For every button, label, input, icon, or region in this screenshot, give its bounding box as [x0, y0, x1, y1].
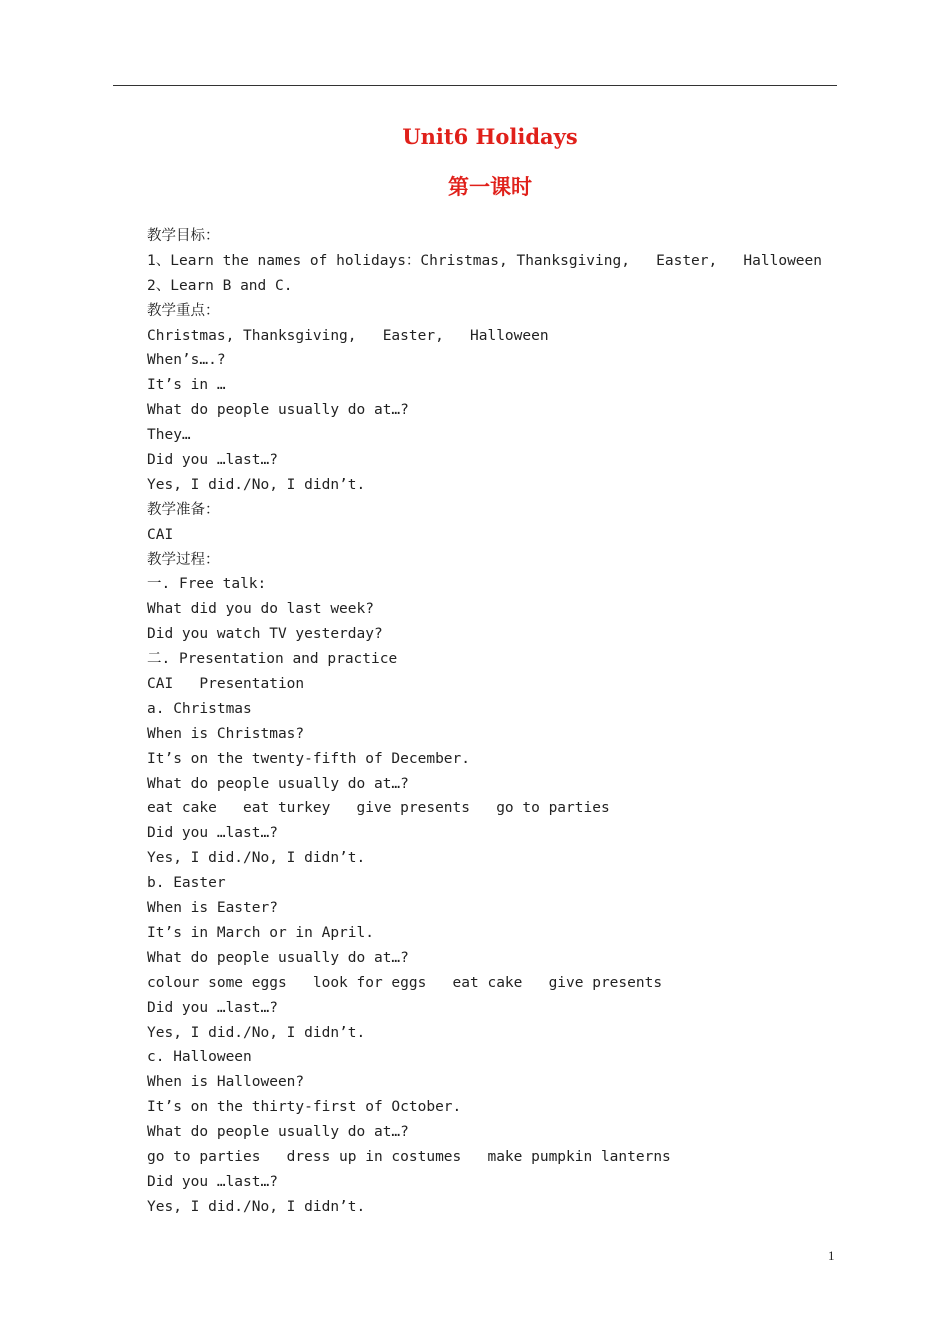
document-title: Unit6 Holidays: [402, 124, 578, 149]
text-line: When is Halloween?: [147, 1074, 305, 1091]
text-line: c. Halloween: [147, 1049, 252, 1066]
text-line: 教学准备：: [147, 501, 220, 518]
text-line: Christmas, Thanksgiving, Easter, Halloween: [147, 327, 549, 344]
text-line: colour some eggs look for eggs eat cake give presents: [147, 974, 663, 991]
text-line: What did you do last week?: [147, 601, 374, 618]
text-line: It’s on the twenty-fifth of December.: [147, 750, 471, 767]
text-line: It’s in …: [147, 377, 226, 394]
text-line: It’s on the thirty-first of October.: [147, 1099, 462, 1116]
text-line: Did you watch TV yesterday?: [147, 626, 383, 643]
text-line: What do people usually do at…?: [147, 402, 409, 419]
text-line: Yes, I did./No, I didn’t.: [147, 850, 366, 867]
text-line: 一. Free talk:: [147, 576, 267, 593]
text-line: 教学目标：: [147, 228, 220, 244]
text-line: 教学过程：: [147, 551, 220, 568]
text-line: 教学重点：: [147, 302, 220, 319]
text-line: 2、Learn B and C.: [147, 277, 293, 294]
text-line: Yes, I did./No, I didn’t.: [147, 476, 366, 493]
text-line: When is Christmas?: [147, 725, 305, 742]
text-line: Yes, I did./No, I didn’t.: [147, 1024, 366, 1041]
text-line: CAI: [147, 526, 174, 543]
text-line: Yes, I did./No, I didn’t.: [147, 1198, 366, 1215]
text-line: Did you …last…?: [147, 1173, 278, 1190]
text-line: They…: [147, 427, 191, 444]
text-line: eat cake eat turkey give presents go to parties: [147, 800, 610, 817]
text-line: When’s….?: [147, 352, 226, 369]
text-line: Did you …last…?: [147, 999, 278, 1016]
page-number: 1: [828, 1248, 835, 1263]
text-line: Did you …last…?: [147, 452, 278, 469]
text-line: What do people usually do at…?: [147, 775, 409, 792]
text-line: What do people usually do at…?: [147, 1124, 409, 1141]
text-line: 二. Presentation and practice: [147, 651, 398, 668]
text-line: go to parties dress up in costumes make pumpkin lanterns: [147, 1148, 671, 1165]
text-line: When is Easter?: [147, 900, 278, 917]
text-line: b. Easter: [147, 875, 226, 892]
text-line: What do people usually do at…?: [147, 949, 409, 966]
text-line: It’s in March or in April.: [147, 924, 374, 941]
text-line: CAI Presentation: [147, 676, 305, 693]
text-line: Did you …last…?: [147, 825, 278, 842]
text-line: a. Christmas: [147, 700, 252, 717]
lesson-plan-body: [147, 224, 822, 1220]
text-line: 1、Learn the names of holidays：Christmas, Thanksgiving, Easter, Halloween: [147, 252, 823, 269]
header-rule: [113, 85, 837, 86]
lesson-subtitle: 第一课时: [448, 174, 532, 199]
